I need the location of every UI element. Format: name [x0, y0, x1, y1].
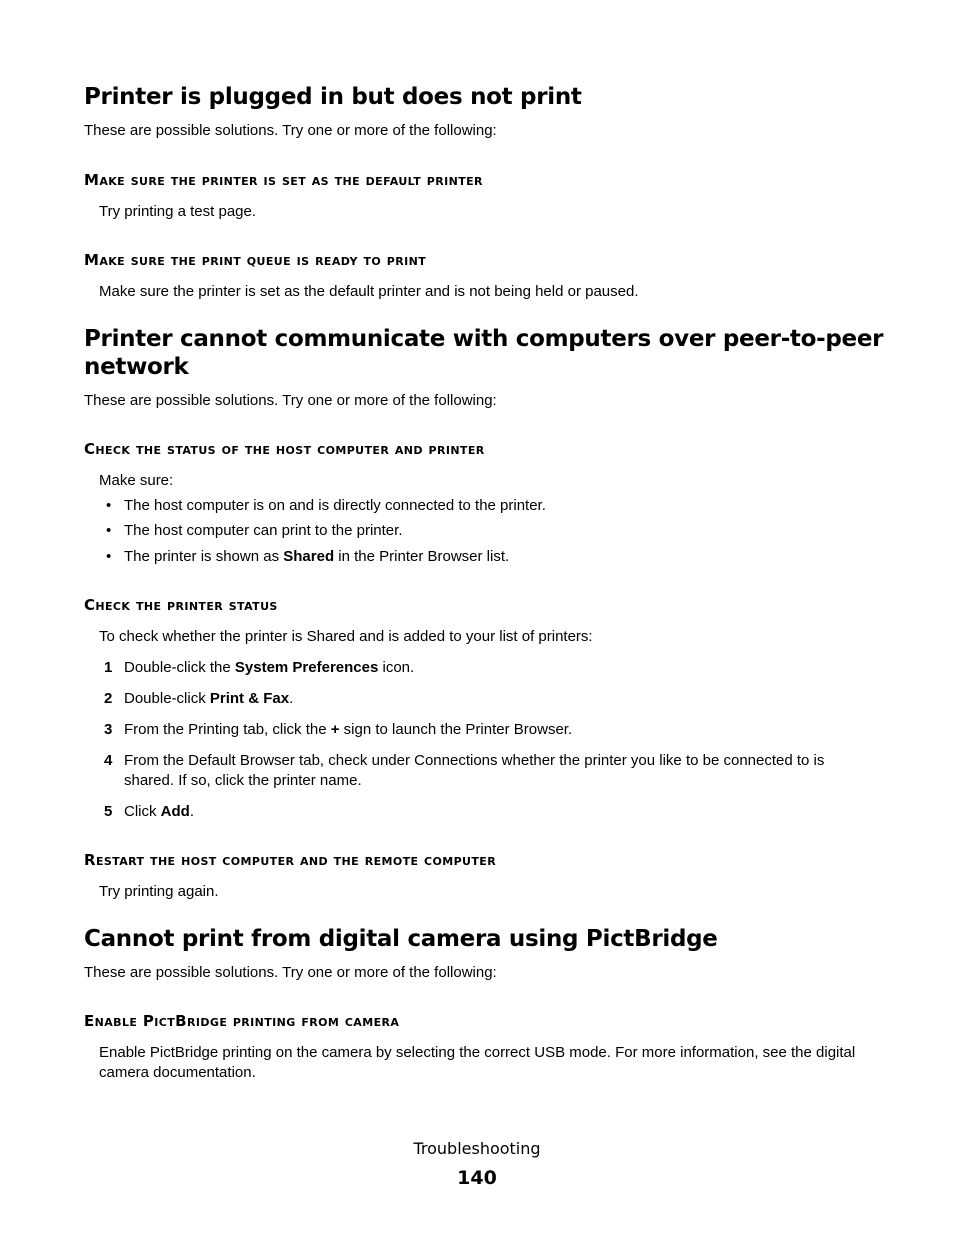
step-number: 1 [104, 659, 113, 676]
subsection-title-default-printer: Make sure the printer is set as the default printer [84, 171, 483, 189]
bullet-icon: • [106, 497, 112, 514]
paragraph: To check whether the printer is Shared and is added to your list of printers: [99, 628, 593, 645]
subsection-title-host-status: Check the status of the host computer and printer [84, 440, 485, 458]
page-number: 140 [457, 1167, 497, 1189]
list-item: The host computer can print to the printer. [124, 522, 403, 539]
subsection-title-printer-status: Check the printer status [84, 596, 278, 614]
step-number: 5 [104, 803, 113, 820]
step-number: 3 [104, 721, 113, 738]
paragraph: Enable PictBridge printing on the camera by selecting the correct USB mode. For more information, see the digital camera documentation. [99, 1044, 856, 1081]
subsection-title-enable-pictbridge: Enable PictBridge printing from camera [84, 1012, 400, 1030]
section-intro: These are possible solutions. Try one or more of the following: [84, 392, 497, 409]
paragraph: Make sure: [99, 472, 174, 489]
paragraph: Make sure the printer is set as the default printer and is not being held or paused. [99, 283, 639, 300]
bullet-icon: • [106, 548, 112, 565]
paragraph: Try printing a test page. [99, 203, 257, 220]
list-item: The host computer is on and is directly connected to the printer. [124, 497, 546, 514]
subsection-title-restart: Restart the host computer and the remote computer [84, 851, 497, 869]
step-number: 2 [104, 690, 113, 707]
step-item: Click Add. [124, 803, 195, 820]
section-title-peer-to-peer: Printer cannot communicate with computers over peer-to-peer network [84, 326, 884, 380]
step-number: 4 [104, 752, 113, 769]
paragraph: Try printing again. [99, 883, 219, 900]
footer-chapter: Troubleshooting [413, 1139, 541, 1158]
section-intro: These are possible solutions. Try one or more of the following: [84, 122, 497, 139]
section-title-pictbridge: Cannot print from digital camera using PictBridge [84, 926, 718, 952]
step-item: From the Default Browser tab, check under Connections whether the printer you like to be connected to is shared. If so, click the printer name. [124, 752, 825, 789]
list-item: The printer is shown as Shared in the Printer Browser list. [124, 548, 510, 565]
subsection-title-print-queue: Make sure the print queue is ready to print [84, 251, 427, 269]
step-item: Double-click Print & Fax. [124, 690, 294, 707]
step-item: From the Printing tab, click the + sign to launch the Printer Browser. [124, 721, 573, 738]
section-title-plugged-in: Printer is plugged in but does not print [84, 84, 582, 110]
section-intro: These are possible solutions. Try one or more of the following: [84, 964, 497, 981]
bullet-icon: • [106, 522, 112, 539]
step-item: Double-click the System Preferences icon. [124, 659, 415, 676]
